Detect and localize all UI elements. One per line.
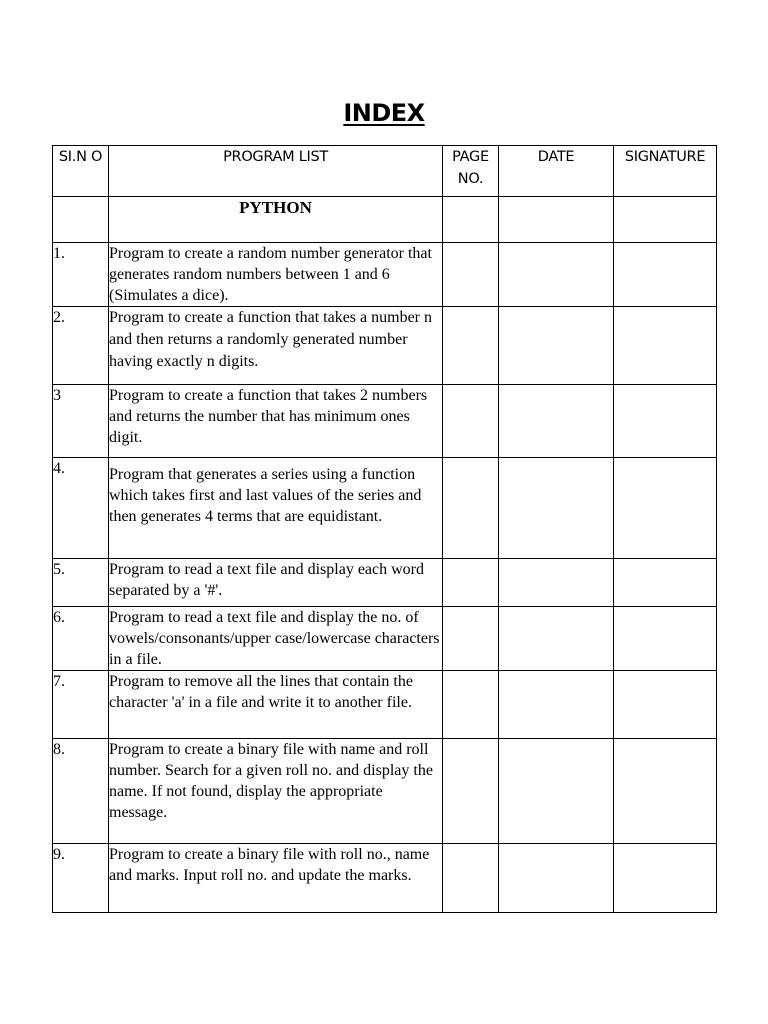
row-number: 6. — [53, 607, 109, 671]
signature-cell — [614, 243, 717, 307]
program-description: Program to create a random number generator that generates random numbers between 1 and 6 (Simulates a dice). — [109, 243, 443, 307]
page-no-cell — [443, 307, 499, 385]
page-title: INDEX — [343, 99, 425, 127]
table-row — [53, 607, 717, 671]
program-description: Program to create a binary file with name and roll number. Search for a given roll no. and display the name. If not found, display the appropriate message. — [109, 739, 443, 844]
page-no-cell — [443, 385, 499, 458]
program-description: Program that generates a series using a function which takes first and last values of the series and then generates 4 terms that are equidistant. — [109, 458, 443, 559]
date-cell — [499, 671, 614, 739]
signature-cell — [614, 385, 717, 458]
date-cell — [499, 243, 614, 307]
signature-cell — [614, 739, 717, 844]
table-row — [53, 458, 717, 559]
section-signature-cell — [614, 197, 717, 243]
program-description: Program to create a function that takes 2 numbers and returns the number that has minimum ones digit. — [109, 385, 443, 458]
table-row — [53, 559, 717, 607]
header-signature: SIGNATURE — [614, 146, 717, 197]
header-program-list: PROGRAM LIST — [109, 146, 443, 197]
date-cell — [499, 844, 614, 913]
date-cell — [499, 739, 614, 844]
table-row — [53, 243, 717, 307]
signature-cell — [614, 559, 717, 607]
row-number: 1. — [53, 243, 109, 307]
section-page-cell — [443, 197, 499, 243]
program-description: Program to read a text file and display each word separated by a '#'. — [109, 559, 443, 607]
date-cell — [499, 307, 614, 385]
section-sl-cell — [53, 197, 109, 243]
index-table — [52, 145, 717, 913]
program-description: Program to create a binary file with roll no., name and marks. Input roll no. and update the marks. — [109, 844, 443, 913]
page-no-cell — [443, 559, 499, 607]
date-cell — [499, 559, 614, 607]
page-no-cell — [443, 844, 499, 913]
header-date: DATE — [499, 146, 614, 197]
table-row — [53, 671, 717, 739]
page-no-cell — [443, 739, 499, 844]
table-row — [53, 307, 717, 385]
table-row — [53, 844, 717, 913]
signature-cell — [614, 844, 717, 913]
date-cell — [499, 385, 614, 458]
date-cell — [499, 607, 614, 671]
header-row — [53, 146, 717, 197]
signature-cell — [614, 671, 717, 739]
date-cell — [499, 458, 614, 559]
row-number: 2. — [53, 307, 109, 385]
table-row — [53, 385, 717, 458]
row-number: 5. — [53, 559, 109, 607]
header-page-no: PAGE NO. — [443, 146, 499, 197]
page-no-cell — [443, 607, 499, 671]
section-date-cell — [499, 197, 614, 243]
section-label: PYTHON — [109, 197, 443, 243]
page-no-cell — [443, 243, 499, 307]
row-number: 7. — [53, 671, 109, 739]
program-description: Program to remove all the lines that contain the character 'a' in a file and write it to another file. — [109, 671, 443, 739]
signature-cell — [614, 307, 717, 385]
signature-cell — [614, 458, 717, 559]
row-number: 8. — [53, 739, 109, 844]
row-number: 3 — [53, 385, 109, 458]
section-row — [53, 197, 717, 243]
page-no-cell — [443, 671, 499, 739]
row-number: 9. — [53, 844, 109, 913]
page-no-cell — [443, 458, 499, 559]
program-description: Program to read a text file and display the no. of vowels/consonants/upper case/lowercase characters in a file. — [109, 607, 443, 671]
header-sl-no: SI.N O — [53, 146, 109, 197]
row-number: 4. — [53, 458, 109, 559]
program-description: Program to create a function that takes a number n and then returns a randomly generated number having exactly n digits. — [109, 307, 443, 385]
signature-cell — [614, 607, 717, 671]
table-row — [53, 739, 717, 844]
